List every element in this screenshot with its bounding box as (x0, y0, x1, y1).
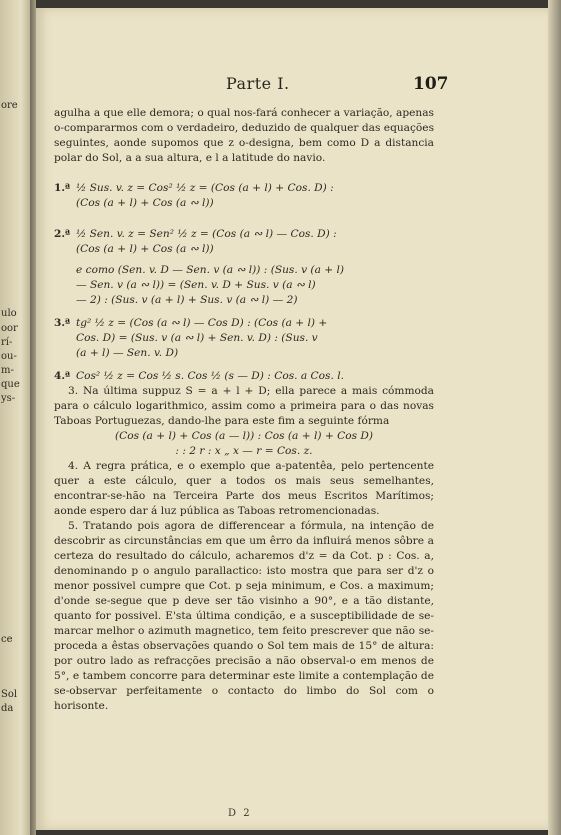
page-edge (548, 0, 561, 835)
formula-line: Cos. D) = (Sus. v (a ∾ l) + Sen. v. D) : (Sus. v (76, 332, 318, 344)
formula-line: : : 2 r : x „ x — r = Cos. z. (175, 445, 313, 457)
margin-fragment: ou- (1, 351, 17, 362)
formula-line: (Cos (a + l) + Cos (a ∾ l)) (76, 243, 214, 255)
formula-line: (a + l) — Sen. v. D) (76, 347, 179, 359)
page-header (36, 74, 548, 98)
formula-line: e como (Sen. v. D — Sen. v (a ∾ l)) : (Sus. v (a + l) (76, 264, 345, 276)
signature-mark: D 2 (228, 808, 252, 819)
formula-number: 2.ª (54, 228, 71, 240)
paragraph-3: 3. Na última suppuz S = a + l + D; ella parece a mais cómmoda para o cálculo logarithmico, assim como a primeira para o das novas Taboas Portuguezas, dando-lhe para este fim a seguinte fórma (54, 385, 434, 427)
intro-paragraph: agulha a que elle demora; o qual nos-fará conhecer a variação, apenas o-compararmos com o verdadeiro, deduzido de qualquer das equações seguintes, aonde supomos que z o-designa, bem como D a distancia polar do Sol, a a sua altura, e l a latitude do navio. (54, 107, 434, 164)
formula-number: 1.ª (54, 182, 71, 194)
margin-fragment: que (1, 379, 20, 390)
formula-number: 4.ª (54, 370, 71, 382)
margin-fragment: ce (1, 634, 13, 645)
paragraph-4: 4. A regra prática, e o exemplo que a-patentêa, pelo pertencente quer a este cálculo, quer a todos os mais seus semelhantes, encontrar-se-hão na Terceira Parte dos meus Escritos Marítimos; aonde espero dar á luz pública as Taboas retromencionadas. (54, 460, 434, 517)
paragraph-5: 5. Tratando pois agora de differencear a fórmula, na intenção de descobrir as circunstâncias em que um êrro da influirá menos sôbre a certeza do resultado do cálculo, acharemos d'z = da Cot. p : Cos. a, denominando p o angulo parallactico: isto mostra que para ser d'z o menor possivel cumpre que Cot. p seja minimum, e Cos. a maximum; d'onde se-segue que p deve ser tão visinho a 90°, e a tão distante, quanto for possivel. E'sta última condição, e a susceptibilidade de se-marcar melhor o azimuth magnetico, tem feito prescrever que não se-proceda a êstas observações quando o Sol tem mais de 15° de altura: por outro lado as refracções precisão a não observal-o em menos de 5°, e tambem concorre para determinar este limite a contemplação de se-observar perfeitamente o contacto do limbo do Sol com o horisonte. (54, 520, 434, 712)
page-body (54, 106, 434, 714)
margin-fragment: oor (1, 323, 18, 334)
formula-line: Cos² ½ z = Cos ½ s. Cos ½ (s — D) : Cos. a Cos. l. (76, 370, 344, 382)
margin-fragment: ys- (1, 393, 16, 404)
margin-fragment: m- (1, 365, 14, 376)
formula-1 (54, 181, 434, 211)
margin-fragment: ore (1, 100, 18, 111)
margin-fragment: da (1, 703, 14, 714)
formula-number: 3.ª (54, 317, 71, 329)
formula-line: — Sen. v (a ∾ l)) = (Sen. v. D + Sus. v (a ∾ l) (76, 279, 316, 291)
margin-fragment: Sol (1, 689, 18, 700)
formula-line: — 2) : (Sus. v (a + l) + Sus. v (a ∾ l) — 2) (76, 294, 298, 306)
margin-fragment: rí- (1, 337, 13, 348)
formula-3 (54, 316, 434, 361)
formula-4 (54, 369, 434, 384)
formula-line: tg² ½ z = (Cos (a ∾ l) — Cos D) : (Cos (a + l) + (76, 317, 328, 329)
book-page (36, 8, 548, 830)
formula-line: ½ Sen. v. z = Sen² ½ z = (Cos (a ∾ l) — Cos. D) : (76, 228, 337, 240)
formula-5 (54, 429, 434, 459)
page-number: 107 (413, 74, 449, 94)
formula-e-como (54, 263, 434, 308)
formula-line: (Cos (a + l) + Cos (a — l)) : Cos (a + l) + Cos D) (114, 430, 374, 442)
margin-fragment: ulo (1, 308, 17, 319)
left-page-margin (0, 0, 30, 835)
running-title: Parte I. (226, 74, 290, 93)
formula-line: (Cos (a + l) + Cos (a ∾ l)) (76, 197, 214, 209)
formula-line: ½ Sus. v. z = Cos² ½ z = (Cos (a + l) + Cos. D) : (76, 182, 334, 194)
formula-2 (54, 227, 434, 257)
